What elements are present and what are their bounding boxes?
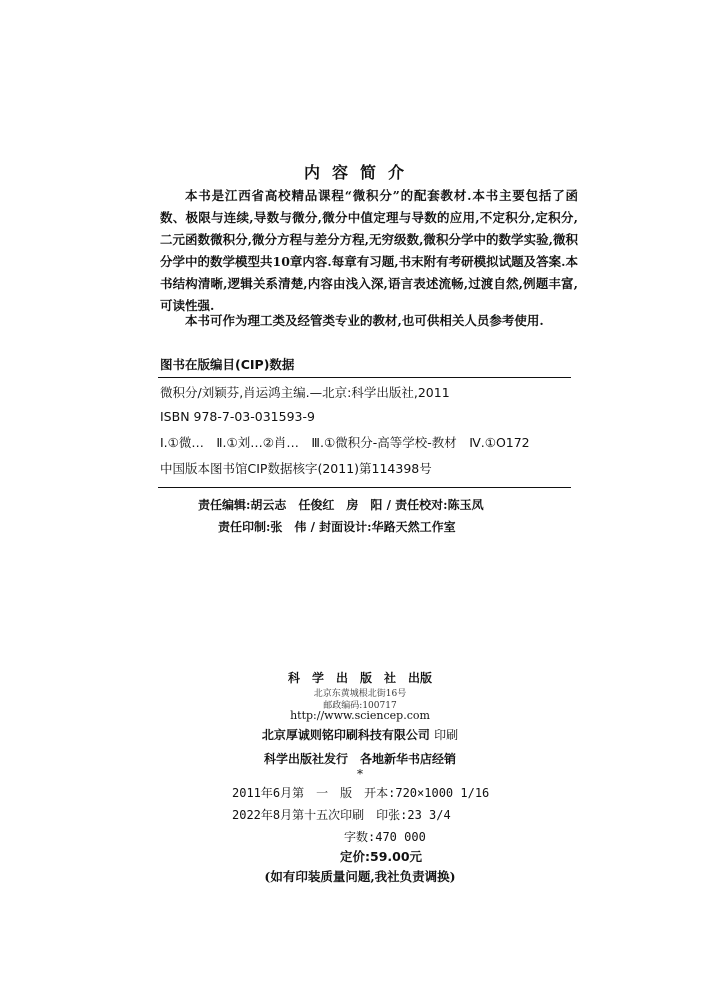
cip-heading: 图书在版编目(CIP)数据: [160, 357, 295, 372]
cip-top-rule: [158, 377, 571, 378]
word-count: 字数:470 000: [344, 830, 426, 844]
editor-credits: 责任编辑:胡云志 任俊红 房 阳 / 责任校对:陈玉凤: [198, 498, 484, 512]
publisher-zip: 邮政编码:100717: [323, 701, 397, 711]
printer-suffix: 印刷: [434, 728, 459, 742]
distribution-line: 科学出版社发行 各地新华书店经销: [263, 752, 456, 766]
quality-note: (如有印装质量问题,我社负责调换): [264, 869, 456, 884]
cip-title-line: 微积分/刘颖芬,肖运鸿主编.—北京:科学出版社,2011: [160, 385, 450, 400]
edition-line: 2011年6月第 一 版 开本:720×1000 1/16: [232, 786, 490, 800]
summary-paragraph-1: 本书是江西省高校精品课程“微积分”的配套教材.本书主要包括了函数、极限与连续,导数与微分,微分中值定理与导数的应用,不定积分,定积分,二元函数微积分,微分方程与差分方程,无穷级数,微积分学中的数学实验,微积分学中的数学模型共10章内容.每章有习题,书末附有考研模拟试题及答案.本书结构清晰,逻辑关系清楚,内容由浅入深,语言表述流畅,过渡自然,例题丰富,可读性强.: [160, 188, 578, 313]
printer-line: [0, 726, 720, 743]
publisher-suffix: 出版: [408, 671, 433, 685]
cip-record-number: 中国版本图书馆CIP数据核字(2011)第114398号: [160, 461, 432, 476]
price: 定价:59.00元: [340, 849, 423, 864]
summary-title: 内容简介: [303, 163, 416, 182]
publisher-url: http://www.sciencep.com: [290, 709, 430, 722]
cip-bottom-rule: [158, 487, 571, 488]
cip-classification: Ⅰ.①微… Ⅱ.①刘…②肖… Ⅲ.①微积分-高等学校-教材 Ⅳ.①O172: [160, 435, 530, 450]
publisher-address: 北京东黄城根北街16号: [313, 689, 407, 699]
publisher-name-line: [0, 669, 720, 686]
printer-name: 北京厚诚则铭印刷科技有限公司: [261, 728, 430, 742]
production-credits: 责任印制:张 伟 / 封面设计:华路天然工作室: [218, 520, 456, 534]
printing-line: 2022年8月第十五次印刷 印张:23 3/4: [232, 808, 451, 822]
summary-paragraph-2: 本书可作为理工类及经管类专业的教材,也可供相关人员参考使用.: [185, 313, 544, 328]
separator-star: *: [357, 767, 363, 781]
cip-isbn: ISBN 978-7-03-031593-9: [160, 409, 315, 424]
publisher-name: 科学出版社: [287, 671, 408, 685]
